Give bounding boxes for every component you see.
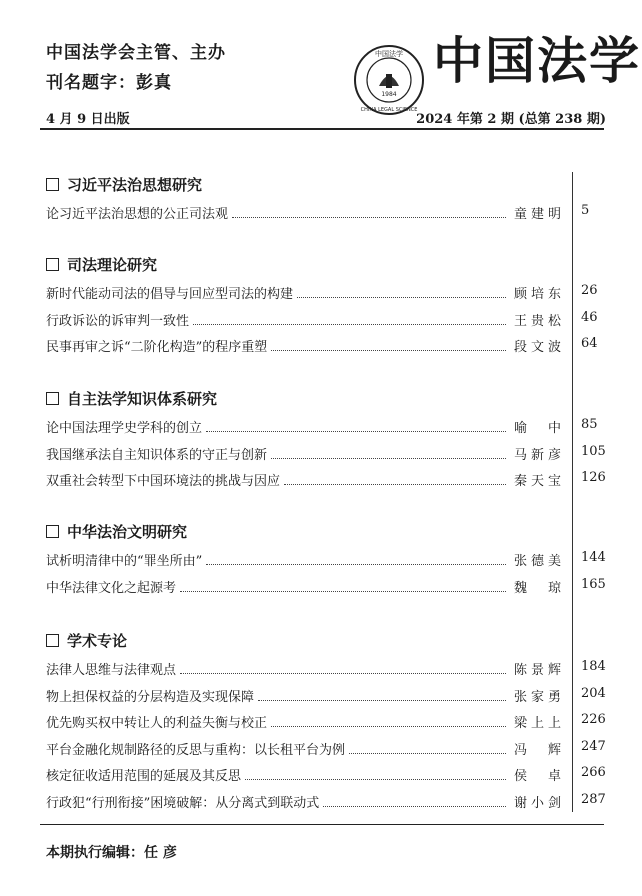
section-heading: [46, 521, 187, 542]
article-author: 马新彦: [514, 447, 562, 463]
dot-leader: [271, 444, 506, 459]
checkbox-square-icon: [46, 392, 59, 405]
toc-entry[interactable]: [46, 739, 606, 759]
header-rule: [40, 128, 604, 130]
page-number: 64: [581, 336, 598, 351]
dot-leader: [323, 792, 506, 807]
toc-entry[interactable]: [46, 792, 606, 812]
sponsor-line: 中国法学会主管、主办: [46, 43, 226, 63]
page-number: 226: [581, 712, 606, 727]
seal-bottom-text: CHINA LEGAL SCIENCE: [360, 107, 418, 113]
toc-entry[interactable]: [46, 444, 606, 464]
page-number: 204: [581, 685, 606, 701]
article-title: 核定征收适用范围的延展及其反思: [46, 769, 242, 784]
section-heading: [46, 174, 202, 195]
article-author: 王贵松: [514, 313, 562, 329]
page-number: 247: [581, 738, 606, 754]
section-heading-text: 习近平法治思想研究: [67, 176, 203, 194]
dot-leader: [284, 470, 506, 485]
article-author: 魏 琼: [514, 580, 562, 596]
toc-entry[interactable]: [46, 283, 606, 303]
page-number: 26: [581, 283, 598, 298]
footer-rule: [40, 824, 604, 825]
toc-entry[interactable]: [46, 336, 606, 356]
page-number: 287: [581, 791, 606, 807]
dot-leader: [193, 310, 506, 325]
checkbox-square-icon: [46, 178, 59, 191]
journal-title: 中国法学: [433, 31, 641, 90]
checkbox-square-icon: [46, 525, 59, 538]
section-heading-text: 学术专论: [67, 632, 128, 650]
article-title: 平台金融化规制路径的反思与重构：以长租平台为例: [46, 742, 346, 758]
title-inscription: 刊名题字：彭真: [46, 73, 172, 93]
article-author: 段文波: [514, 340, 562, 355]
toc-entry[interactable]: [46, 577, 606, 597]
dot-leader: [297, 283, 506, 298]
article-title: 中华法律文化之起源考: [46, 580, 177, 596]
article-author: 秦天宝: [514, 474, 562, 489]
article-title: 行政诉讼的诉审判一致性: [46, 313, 190, 329]
toc-entry[interactable]: [46, 550, 606, 570]
article-author: 张德美: [514, 554, 562, 569]
page-number: 266: [581, 765, 606, 780]
publication-date: 4 月 9 日出版: [46, 112, 130, 127]
toc-entry[interactable]: [46, 712, 606, 732]
dot-leader: [271, 336, 506, 351]
article-title: 民事再审之诉“二阶化构造”的程序重塑: [46, 340, 268, 355]
dot-leader: [180, 577, 506, 592]
checkbox-square-icon: [46, 258, 59, 271]
dot-leader: [349, 739, 506, 754]
toc-entry[interactable]: [46, 417, 606, 437]
journal-seal: [353, 44, 425, 116]
article-title: 论中国法理学史学科的创立: [46, 421, 203, 436]
article-title: 优先购买权中转让人的利益失衡与校正: [46, 716, 268, 731]
dot-leader: [232, 203, 506, 218]
section-heading: [46, 388, 217, 409]
article-title: 论习近平法治思想的公正司法观: [46, 207, 229, 222]
page-number: 105: [581, 443, 606, 459]
toc-entry[interactable]: [46, 765, 606, 785]
issue-number: 2024 年第 2 期 (总第 238 期): [416, 112, 606, 127]
dot-leader: [271, 712, 506, 727]
article-author: 侯 卓: [514, 769, 562, 784]
toc-entry[interactable]: [46, 470, 606, 490]
executive-editor: 本期执行编辑：任 彦: [46, 845, 177, 861]
dot-leader: [245, 765, 506, 780]
seal-year: 1984: [381, 91, 397, 98]
article-author: 顾培东: [514, 287, 562, 302]
page-number: 126: [581, 470, 606, 485]
article-title: 我国继承法自主知识体系的守正与创新: [46, 447, 268, 463]
article-author: 冯 辉: [514, 742, 562, 758]
dot-leader: [206, 417, 506, 432]
article-title: 法律人思维与法律观点: [46, 663, 177, 678]
page-number: 165: [581, 576, 606, 592]
section-heading-text: 中华法治文明研究: [67, 523, 188, 541]
toc-entry[interactable]: [46, 310, 606, 330]
article-author: 童建明: [514, 207, 562, 222]
article-author: 张家勇: [514, 689, 562, 705]
article-title: 物上担保权益的分层构造及实现保障: [46, 689, 255, 705]
article-author: 梁上上: [514, 716, 562, 731]
article-author: 喻 中: [514, 421, 562, 436]
article-author: 谢小剑: [514, 795, 562, 811]
article-title: 试析明清律中的“罪坐所由”: [46, 554, 203, 569]
seal-top-text: 中国法学: [375, 50, 403, 58]
article-title: 双重社会转型下中国环境法的挑战与因应: [46, 474, 281, 489]
page-number: 5: [581, 203, 590, 218]
toc-entry[interactable]: [46, 203, 606, 223]
checkbox-square-icon: [46, 634, 59, 647]
section-heading: [46, 254, 157, 275]
dot-leader: [258, 686, 506, 701]
dot-leader: [206, 550, 506, 565]
toc-entry[interactable]: [46, 686, 606, 706]
section-heading-text: 司法理论研究: [67, 256, 158, 274]
page-number: 85: [581, 417, 598, 432]
dot-leader: [180, 659, 506, 674]
section-heading-text: 自主法学知识体系研究: [67, 390, 218, 408]
page-number: 46: [581, 309, 598, 325]
page-number: 184: [581, 659, 606, 674]
section-heading: [46, 630, 127, 651]
article-title: 行政犯“行刑衔接”困境破解：从分离式到联动式: [46, 795, 320, 811]
page-number: 144: [581, 550, 606, 565]
article-author: 陈景辉: [514, 663, 562, 678]
article-title: 新时代能动司法的倡导与回应型司法的构建: [46, 287, 294, 302]
toc-entry[interactable]: [46, 659, 606, 679]
